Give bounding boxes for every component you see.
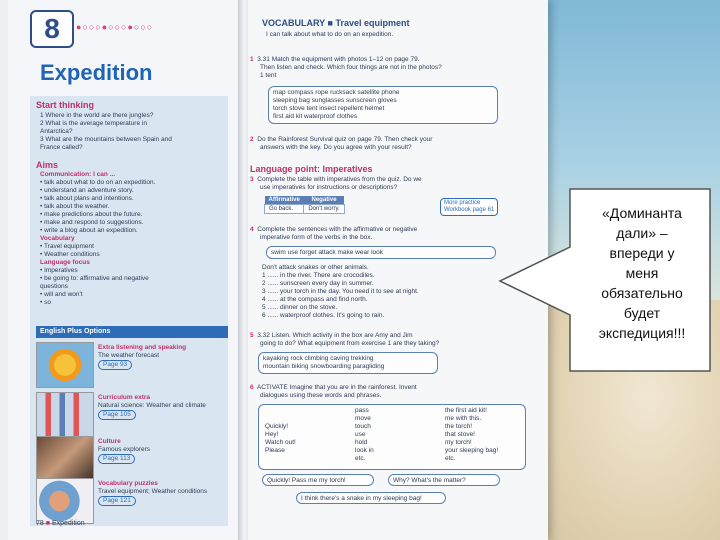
exercise-5: 5 3.32 Listen. Which activity in the box are Amy and Jim going to do? What equipment from exercise 1 are they taking? [250,332,440,347]
exercise-4: 4 Complete the sentences with the affirmative or negative imperative form of the verbs in the box. [250,226,418,241]
vocabulary-subheading: I can talk about what to do on an expedition. [266,31,394,38]
unit-number: 8 [30,10,74,48]
aims-list: Communication: I can ... • talk about what to do on an expedition. • understand an adventure story. • talk about plans and intentions. • talk about the weather. • make predictions about the future. • make and respond to suggestions. • write a blog about an expedition. Vocabulary • Travel equipment • Weather conditions Language focus • Imperatives • be going to: affirmative and negative questions • will and won't • so [40,171,156,306]
explorer-photo [36,436,94,482]
overlay-speech-bubble [498,185,714,375]
phrase-column-3: the first aid kit! me with this. the torch! that stove! my torch! your sleeping bag! etc. [445,407,499,462]
option-4: Vocabulary puzzles Travel equipment; Weather conditions Page 121 [98,480,208,504]
english-plus-options-heading: English Plus Options [36,326,228,338]
unit-progress-dots: ●○○○●○○○●○○○ [76,22,154,32]
exercise-4-sentences: Don't attack snakes or other animals. 1 ...... in the river. There are crocodiles. 2 ...... sunscreen every day in summer. 3 ...... your torch in the day. You need it to see at night. 4 ...... at the compass and find north. 5 ...... dinner on the stove. 6 ...... waterproof clothes. It's going to rain. [262,264,419,319]
option-1: Extra listening and speaking The weather forecast Page 93 [98,344,187,368]
book-spine [238,0,248,540]
vocabulary-heading: VOCABULARY ■ Travel equipment [262,18,410,28]
unit-title: Expedition [40,60,153,85]
start-thinking-questions: 1 Where in the world are there jungles? 2 What is the average temperature in Antarctica? 3 What are the mountains between Spain and France called? [40,112,172,151]
dialogue-phrase-box [258,404,526,470]
imperatives-table [264,196,345,214]
sun-photo [36,342,94,388]
page-link[interactable]: Page 105 [98,410,136,420]
puzzle-photo [36,478,94,524]
page-link[interactable]: Page 121 [98,496,136,506]
verbs-word-box: swim use forget attack make wear look [266,246,496,259]
speech-bubble-3: I think there's a snake in my sleeping bag! [296,492,446,504]
option-2: Curriculum extra Natural science: Weather and climate Page 105 [98,394,206,418]
page-link[interactable]: Page 113 [98,454,135,464]
table-header: Affirmative [265,196,304,205]
page-link[interactable]: Page 93 [98,360,132,370]
equipment-word-box: map compass rope rucksack satellite phone sleeping bag sunglasses sunscreen gloves torch stove tent insect repellent helmet first aid kit waterproof clothes [268,86,498,124]
table-row: Go back. Don't worry. [265,205,345,214]
exercise-2: 2 Do the Rainforest Survival quiz on page 79. Then check your answers with the key. Do you agree with your result? [250,136,433,151]
activities-word-box: kayaking rock climbing caving trekking mountain biking snowboarding paragliding [258,352,438,374]
more-practice-callout[interactable]: More practice Workbook page 61 [440,198,498,216]
speech-bubble-2: Why? What's the matter? [388,474,500,486]
speech-bubble-1: Quickly! Pass me my torch! [262,474,374,486]
language-point-heading: Language point: Imperatives [250,164,373,174]
table-header: Negative [304,196,344,205]
option-3: Culture Famous explorers Page 113 [98,438,151,462]
exercise-6: 6 ACTIVATE Imagine that you are in the rainforest. Invent dialogues using these words and phrases. [250,384,417,399]
aims-heading: Aims [36,160,59,170]
phrase-column-1: Quickly! Hey! Watch out! Please [265,423,296,454]
exercise-3: 3 Complete the table with imperatives from the quiz. Do we use imperatives for instructions or descriptions? [250,176,422,191]
phrase-column-2: pass move touch use hold look in etc. [355,407,374,462]
exercise-1: 1 3.31 Match the equipment with photos 1–12 on page 79. Then listen and check. Which four things are not in the photos? 1 tent [250,56,442,79]
climate-chart-photo [36,392,94,438]
page-footer: 78 ■ Expedition [36,520,85,527]
start-thinking-heading: Start thinking [36,100,94,110]
overlay-caption: «Доминанта дали» – впереди у меня обязательно будет экспедиция!!! [598,205,686,341]
